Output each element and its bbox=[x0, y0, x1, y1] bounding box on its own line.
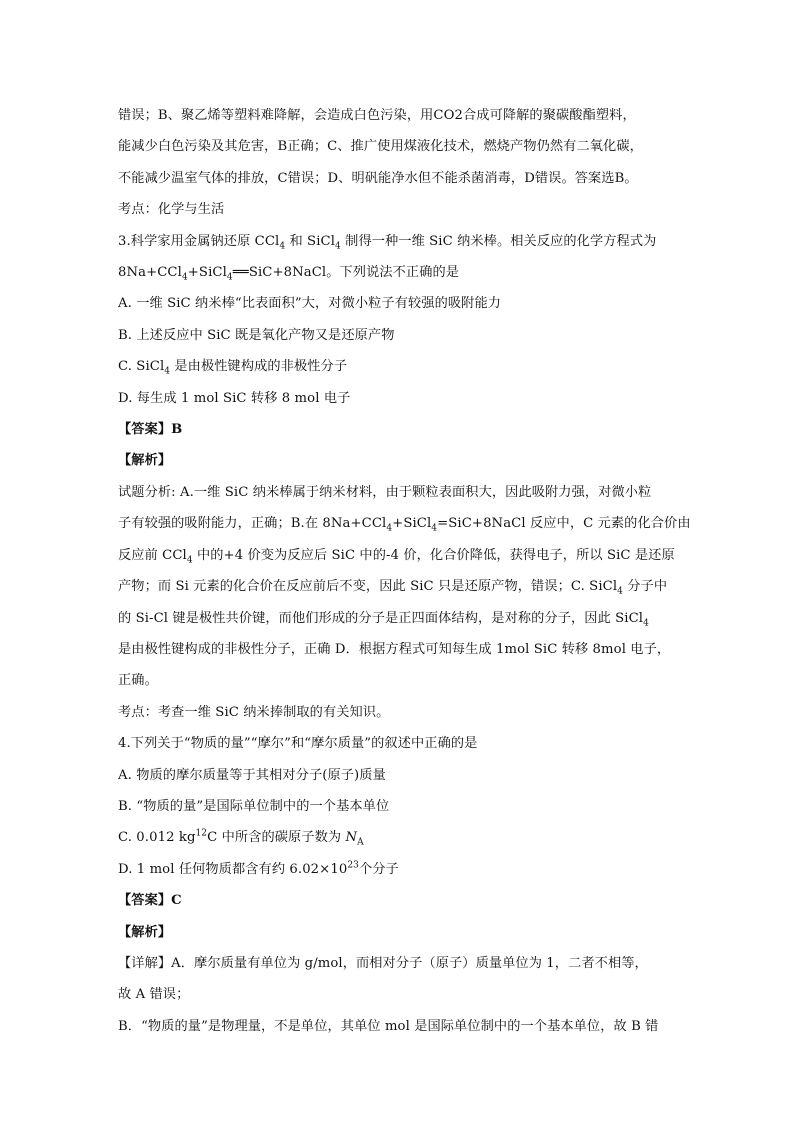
q4-detail: B．“物质的量”是物理量，不是单位，其单位 mol 是国际单位制中的一个基本单位，故 B 错 bbox=[118, 1018, 659, 1034]
q4-detail: 【详解】A．摩尔质量有单位为 g/mol，而相对分子（原子）质量单位为 1，二者不相等， bbox=[118, 955, 648, 971]
q3-explanation: 反应前 CCl$_4$ 中的+4 价变为反应后 SiC 中的-4 价，化合价降低，获得电子，所以 SiC 是还原 bbox=[118, 547, 675, 566]
q4-answer: 【答案】C bbox=[118, 893, 182, 909]
q3-explanation: 的 Si-Cl 键是极性共价键，而他们形成的分子是正四面体结构，是对称的分子，因此 SiCl$_4$ bbox=[118, 610, 649, 629]
q3-option-c: C. SiCl$_4$ 是由极性键构成的非极性分子 bbox=[118, 359, 348, 377]
q3-option-a: A. 一维 SiC 纳米棒“比表面积”大，对微小粒子有较强的吸附能力 bbox=[118, 296, 502, 312]
q3-explanation: 产物；而 Si 元素的化合价在反应前后不变，因此 SiC 只是还原产物，错误；C. SiCl$_4$ 分子中 bbox=[118, 579, 668, 597]
q3-stem-line-2: 8Na+CCl$_4$+SiCl$_4$══SiC+8NaCl。下列说法不正确的是 bbox=[118, 265, 460, 283]
q4-option-a: A. 物质的摩尔质量等于其相对分子(原子)质量 bbox=[118, 767, 386, 783]
q3-explanation: 试题分析: A.一维 SiC 纳米棒属于纳米材料，由于颗粒表面积大，因此吸附力强，对微小粒 bbox=[118, 484, 652, 500]
q4-option-c: C. 0.012 $kg^{12}C$ 中所含的碳原子数为 $N_A$ bbox=[118, 828, 364, 848]
q3-explanation: 子有较强的吸附能力，正确；B.在 8Na+CCl$_4$+SiCl$_4$=SiC+8NaCl 反应中，C 元素的化合价由 bbox=[118, 516, 691, 534]
q3-explanation: 是由极性键构成的非极性分子，正确 D．根据方程式可知每生成 1mol SiC 转移 8mol 电子， bbox=[118, 641, 671, 657]
q4-option-d: D. 1 mol 任何物质都含有约 $6.02\times 10^{23}$个分子 bbox=[118, 860, 399, 877]
q3-topic: 考点：考查一维 SiC 纳米捧制取的有关知识。 bbox=[118, 704, 390, 720]
q3-option-d: D. 每生成 1 mol SiC 转移 8 mol 电子 bbox=[118, 390, 351, 406]
q4-analysis-heading: 【解析】 bbox=[118, 924, 172, 940]
q4-option-b: B. “物质的量”是国际单位制中的一个基本单位 bbox=[118, 798, 390, 814]
q3-stem-line-1: 3.科学家用金属钠还原 CCl$_4$ 和 SiCl$_4$ 制得一种一维 SiC 纳米棒。相关反应的化学方程式为 bbox=[118, 233, 657, 252]
text-line: 错误；B、聚乙烯等塑料难降解，会造成白色污染，用CO2合成可降解的聚碳酸酯塑料， bbox=[118, 108, 636, 123]
document-page bbox=[118, 100, 691, 1042]
topic-line: 考点：化学与生活 bbox=[118, 202, 225, 218]
q4-detail: 故 A 错误； bbox=[118, 987, 190, 1003]
text-line: 不能减少温室气体的排放，C错误；D、明矾能净水但不能杀菌消毒，D错误。答案选B。 bbox=[118, 170, 638, 186]
q3-option-b: B. 上述反应中 SiC 既是氧化产物又是还原产物 bbox=[118, 327, 395, 343]
q4-stem: 4.下列关于“物质的量”“摩尔”和“摩尔质量”的叙述中正确的是 bbox=[118, 736, 478, 752]
q3-answer: 【答案】B bbox=[118, 422, 183, 438]
text-line: 能减少白色污染及其危害，B正确；C、推广使用煤液化技术，燃烧产物仍然有二氧化碳， bbox=[118, 139, 643, 155]
q3-explanation: 正确。 bbox=[118, 673, 158, 689]
q3-analysis-heading: 【解析】 bbox=[118, 453, 172, 469]
